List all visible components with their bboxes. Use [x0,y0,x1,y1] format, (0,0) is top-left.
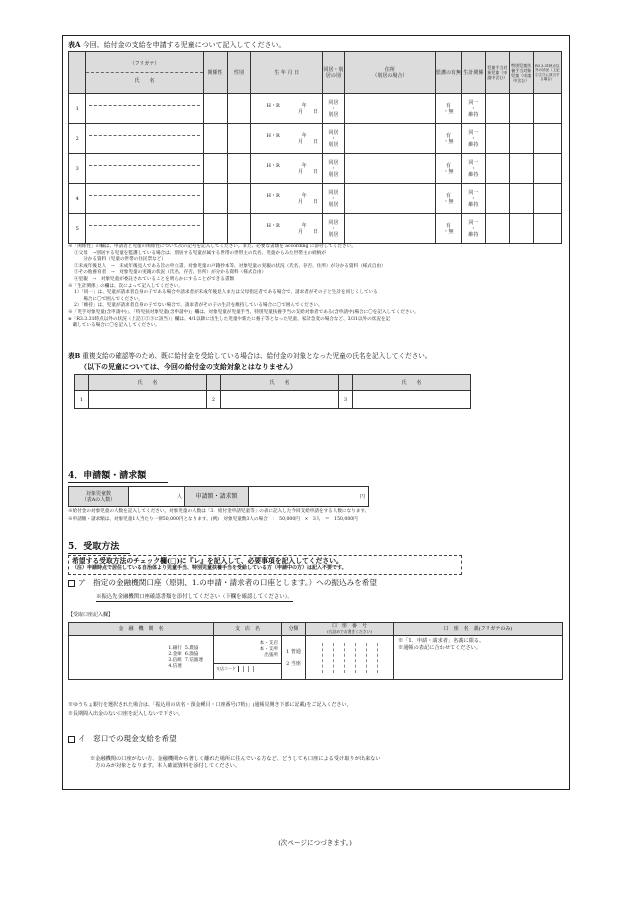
yucho-note: ※ゆうちょ銀行を選択された場合は、「振込用の店名・預金種目・口座番号(7桁)」(通帳見開き下部に記載)をご記入ください。 [68,702,352,708]
section-5-underline [68,553,130,554]
custody-select[interactable]: 有 ・無 [435,124,461,154]
col-address: 住所 [384,66,395,73]
tokubetsu-check[interactable] [509,124,533,154]
address-input[interactable] [344,184,435,214]
livelihood-select[interactable]: 同一 ・ 維持 [461,214,485,244]
instruction-box: 希望する受取方法のチェック欄(□)に『レ』を記入して、必要事項を記入してください。 （注）申請時点で居住している自治体より児童手当、特別児童扶養手当を受給している方（申請中の方）は記入不要です。 [68,555,462,575]
jido-teate-check[interactable] [485,94,509,124]
account-number-label: 口 座 番 号 [331,623,367,629]
r3-check[interactable] [533,184,561,214]
tokubetsu-check[interactable] [509,154,533,184]
option-b-label: イ 窓口での現金支給を希望 [78,734,177,743]
jido-teate-check[interactable] [485,184,509,214]
custody-select[interactable]: 有 ・無 [435,184,461,214]
branch-code-label: 支店コード [214,666,239,672]
account-table: 金 融 機 関 名 支 店 名 分類 口 座 番 号 (右詰めでお書きください) 口 座 名 義(フリガナのみ) 1.銀行 5.農協 2.金庫 6.漁協 3.信組 7.信漁連 4.信連 本・支店 本・支所 出張所 支店コード 1 普通 2 当座 ※「1．申請・請求者」名義に限る。 ※通帳の表記に合わせてください。 [68,622,563,680]
col-tokubetsu: 特別児童扶養手当対象児童（申請中含む） [509,52,533,94]
birth-input[interactable]: H・R 年 月 日 [251,94,323,124]
table-a-label: 表A [68,40,81,49]
col-furigana: （フリガナ） [129,61,160,67]
custody-select[interactable]: 有 ・無 [435,214,461,244]
table-row: 2 H・R 年 月 日 同居 ・ 別居 有 ・無 同一 ・ 維持 [69,124,562,154]
col-livelihood: 生計関係 [461,52,485,94]
relation-input[interactable] [203,184,227,214]
branch-input[interactable]: 本・支店 本・支所 出張所 支店コード [214,636,282,680]
livelihood-select[interactable]: 同一 ・ 維持 [461,184,485,214]
name-input[interactable] [86,124,203,154]
table-a-header [69,52,562,94]
option-a-checkbox[interactable] [68,580,75,587]
address-input[interactable] [344,214,435,244]
table-a [68,51,562,244]
relation-input[interactable] [203,214,227,244]
option-a-label: ア 指定の金融機関口座（原則、1.の申請・請求者の口座とします。）への振込みを希望 [78,578,377,587]
branch-label: 支 店 名 [214,623,282,636]
name-input[interactable] [86,154,203,184]
table-a-notes: ※「関係性」の欄は、申請者と児童の関係性について次の記号を記入してください。また、必要な書類を according に添付してください。 ①父母 →別居する児童を監護している場合は、別居する児童が属する世帯の世帯主の氏名、児童からみた世帯主の続柄が 分かる資料（児童の世帯の住民票など） ②未成年後見人 → 未成年後見人である旨の申立書、対象児童の戸籍抄本等、対象児童の実親の状況（氏名、存否、住所）が分かる資料（様式自由） ③その他養育者 → 対象児童の実親の状況（氏名、存否、住所）が分かる資料（様式自由） ④里親 → 対象児童が委託されていることを明らかにすることができる書類 ※「生計関係」の欄は、次によって記入してください。 1）「同一」は、児童が請求者自身の子である場合や請求者が未成年後見人または父母指定者である場合で、請求者がその子と生計を同じくしている 場合に〇で囲んでください。 2）「維持」は、児童が請求者自身の子でない場合で、請求者がその子の生計を維持している場合に〇で囲んでください。 ※「児手対象児童(含申請中)」、「特児扶対象児童(含申請中)」欄は、対象児童が児童手当、特別児童扶養手当の支給対象者である(含申請中)場合に〇を記入してください。 ※「R3.3.31時点以外の状況（上記①②③に該当）」欄は、4/1以降に出生した児童や新たに養子等となった児童、家計急変の場合など、3/31以外の状況を記 載している場合に〇を記入してください。 [68,244,419,329]
bank-name-label: 金 融 機 関 名 [69,623,214,636]
sex-input[interactable] [227,154,251,184]
address-input[interactable] [344,94,435,124]
table-row: 3 H・R 年 月 日 同居 ・ 別居 有 ・無 同一 ・ 維持 [69,154,562,184]
amount-input[interactable]: 円 [249,487,369,507]
address-input[interactable] [344,124,435,154]
cohabit-select[interactable]: 同居 ・ 別居 [323,124,345,154]
col-custody: 監護の有無 [435,52,461,94]
col-sex: 性別 [227,52,251,94]
holder-input[interactable]: ※「1．申請・請求者」名義に限る。 ※通帳の表記に合わせてください。 [394,636,563,680]
table-row: 5 H・R 年 月 日 同居 ・ 別居 有 ・無 同一 ・ 維持 [69,214,562,244]
table-a-title: 今回、給付金の支給を申請する児童について記入してください。 [82,41,286,49]
birth-input[interactable]: H・R 年 月 日 [251,154,323,184]
category-label: 分類 [282,623,306,636]
option-a[interactable] [68,578,377,587]
section-4-underline [68,482,168,483]
livelihood-select[interactable]: 同一 ・ 維持 [461,124,485,154]
birth-input[interactable]: H・R 年 月 日 [251,184,323,214]
r3-check[interactable] [533,94,561,124]
birth-input[interactable]: H・R 年 月 日 [251,124,323,154]
bank-name-input[interactable]: 1.銀行 5.農協 2.金庫 6.漁協 3.信組 7.信漁連 4.信連 [69,636,214,680]
r3-check[interactable] [533,154,561,184]
jido-teate-check[interactable] [485,124,509,154]
custody-select[interactable]: 有 ・無 [435,94,461,124]
col-r3: R3.3.31時点以外の状況（上記①②③に該当する場合） [533,52,561,94]
livelihood-select[interactable]: 同一 ・ 維持 [461,154,485,184]
option-b[interactable] [68,734,177,743]
address-input[interactable] [344,154,435,184]
sex-input[interactable] [227,124,251,154]
col-jido-teate: 児童手当対象児童（申請中含む） [485,52,509,94]
livelihood-select[interactable]: 同一 ・ 維持 [461,94,485,124]
option-a-note: ※振込先金融機関口座確認書類を添付してください（下欄を確認してください）。 [96,594,293,600]
table-row: 1 H・R 年 月 日 同居 ・ 別居 有 ・無 同一 ・ 維持 [69,94,562,124]
r3-check[interactable] [533,124,561,154]
category-select[interactable]: 1 普通 2 当座 [282,636,306,680]
prior-child-2-input[interactable] [221,391,339,409]
option-b-notes: ※金融機関の口座がない方、金融機関から著しく離れた場所に住んでいる方など、どうしても口座による受け取りが出来ない 方のみが対象となります。本人確認資料を添付してください。 [90,756,381,769]
col-relation: 関係性 [203,52,227,94]
col-cohabit: 同居・別居の別 [323,52,345,94]
table-b-label: 表B [68,352,81,360]
jido-teate-check[interactable] [485,214,509,244]
section-5-title: 5．受取方法 [68,542,120,552]
tokubetsu-check[interactable] [509,94,533,124]
long-term-note: ※長期間入出金のない口座を記入しないで下さい。 [68,711,184,717]
table-b-header: 氏 名 氏 名 氏 名 [75,375,471,391]
prior-child-1-input[interactable] [89,391,207,409]
jido-teate-check[interactable] [485,154,509,184]
table-b-title: 重複支給の確認等のため、既に給付金を受給している場合は、給付金の対象となった児童の氏名を記入してください。 [82,352,432,360]
footer-continued: (次ページにつづきます。) [278,839,352,847]
cohabit-select[interactable]: 同居 ・ 別居 [323,214,345,244]
holder-label: 口 座 名 義(フリガナのみ) [394,623,563,636]
col-birth: 生 年 月 日 [251,52,323,94]
tokubetsu-check[interactable] [509,214,533,244]
birth-input[interactable]: H・R 年 月 日 [251,214,323,244]
table-a-heading [68,40,286,50]
table-b-heading [68,352,431,361]
name-input[interactable] [86,94,203,124]
col-name: 氏 名 [86,72,202,84]
col-address-sub: （別居の場合） [372,72,408,79]
count-label: 対象児童数 （表Aの人数） [69,487,129,507]
relation-input[interactable] [203,124,227,154]
name-input[interactable] [86,184,203,214]
section-4-note-1: ※給付金の対象児童の人数を記入してください。対象児童の人数は「3．給付金申請児童等」の表に記入した今回支給申請をする人数になります。 [68,509,370,514]
sex-input[interactable] [227,184,251,214]
account-number-input[interactable] [306,636,394,680]
table-row: 4 H・R 年 月 日 同居 ・ 別居 有 ・無 同一 ・ 維持 [69,184,562,214]
prior-child-3-input[interactable] [353,391,471,409]
count-input[interactable]: 人 [129,487,185,507]
amount-table [68,486,369,507]
table-b [74,374,471,409]
r3-check[interactable] [533,214,561,244]
table-row: 1 2 3 [75,391,471,409]
table-b-subheading: （以下の児童については、今回の給付金の支給対象とはなりません） [80,362,297,371]
sex-input[interactable] [227,94,251,124]
section-4-note-2: ※申請額・請求額は、対象児童1人当たり一律50,000円となります。(例) 対象児童数3人の場合 ： 50,000円 × 3人 ＝ 150,000円 [68,517,358,522]
relation-input[interactable] [203,94,227,124]
cohabit-select[interactable]: 同居 ・ 別居 [323,94,345,124]
account-section-label: 【受取口座記入欄】 [68,612,114,618]
custody-select[interactable]: 有 ・無 [435,154,461,184]
name-input[interactable] [86,214,203,244]
cohabit-select[interactable]: 同居 ・ 別居 [323,184,345,214]
sex-input[interactable] [227,214,251,244]
section-4-title: 4．申請額・請求額 [68,471,147,481]
relation-input[interactable] [203,154,227,184]
amount-label: 申請額・請求額 [185,487,249,507]
tokubetsu-check[interactable] [509,184,533,214]
option-b-checkbox[interactable] [68,736,75,743]
cohabit-select[interactable]: 同居 ・ 別居 [323,154,345,184]
